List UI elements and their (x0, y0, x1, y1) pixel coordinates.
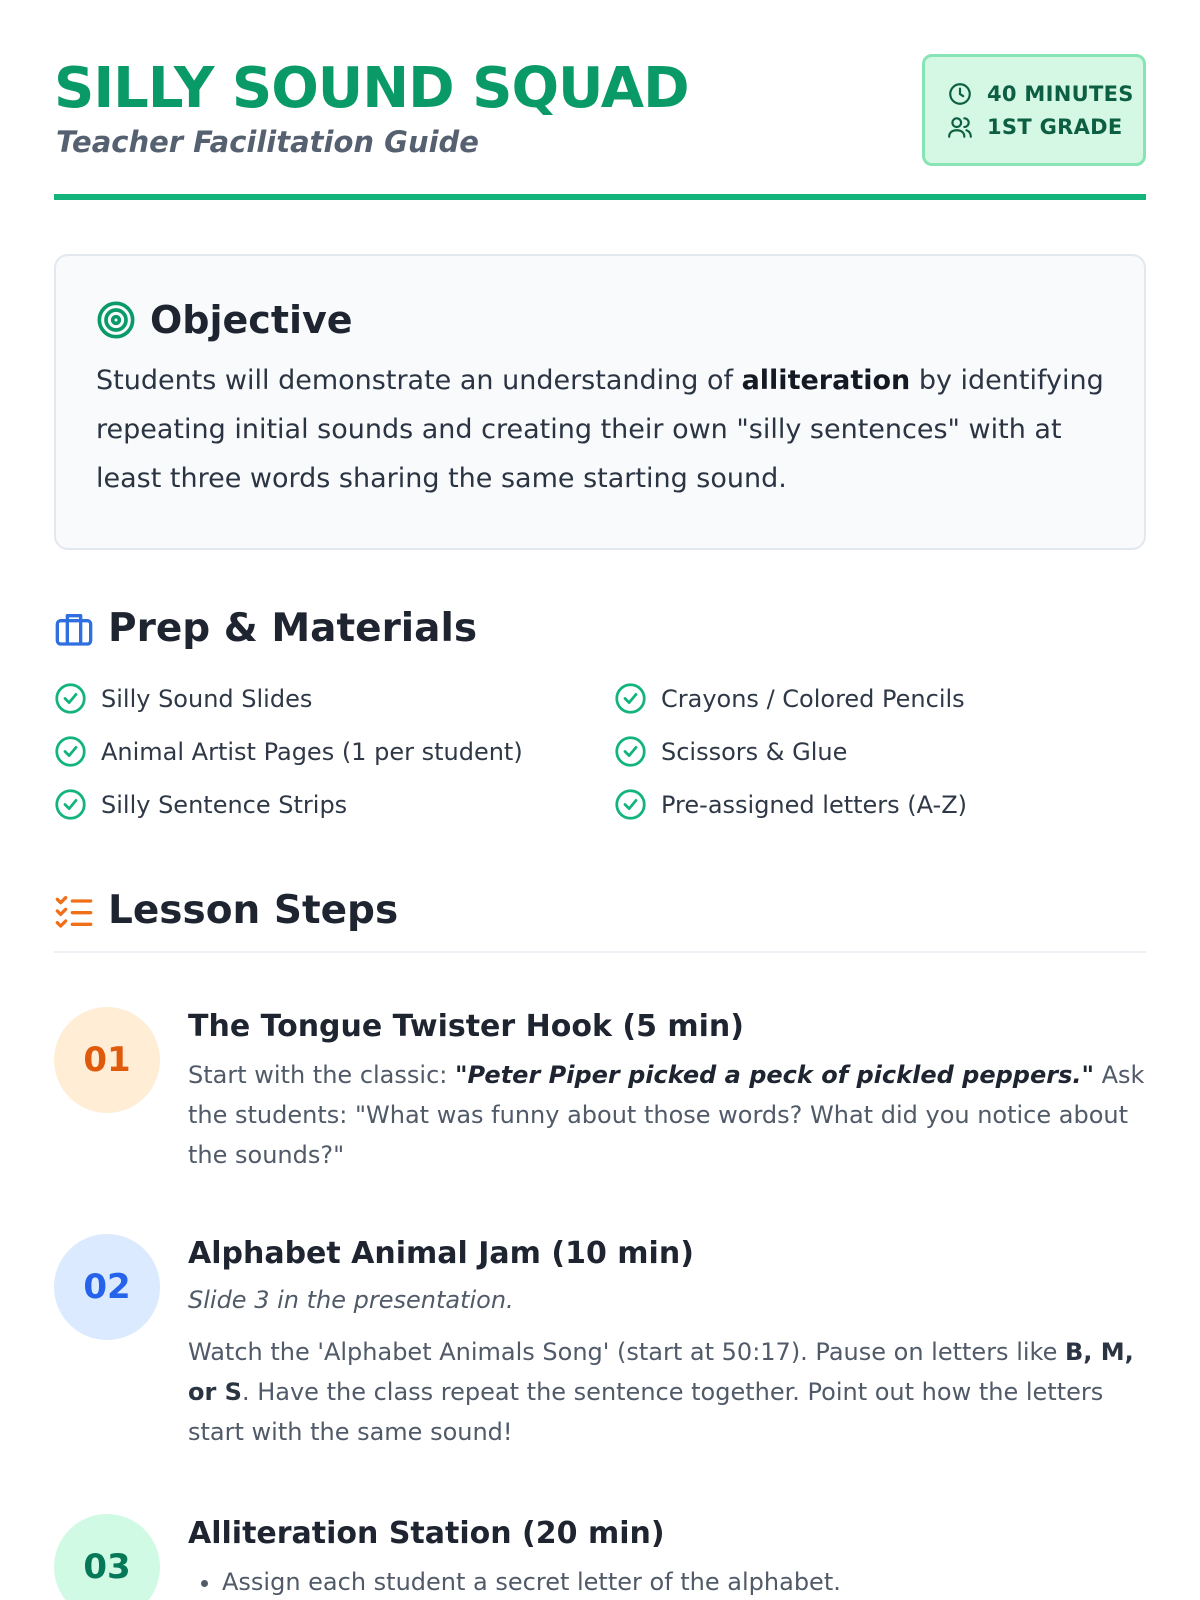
list-item: Pre-assigned letters (A-Z) (614, 788, 1146, 821)
tongue-twister-quote: "Peter Piper picked a peck of pickled peppers." (454, 1061, 1094, 1089)
list-item: Silly Sound Slides (54, 682, 614, 715)
step-title: The Tongue Twister Hook (5 min) (188, 1009, 744, 1044)
page-subtitle: Teacher Facilitation Guide (56, 125, 479, 159)
objective-text: Students will demonstrate an understanding of alliteration by identifying repeating initial sounds and creating their own "silly sentences" with at least three words sharing the same starting sound. (96, 365, 1104, 494)
check-circle-icon (614, 735, 647, 768)
list-item: Silly Sentence Strips (54, 788, 614, 821)
materials-list (54, 682, 1146, 821)
objective-card (54, 254, 1146, 550)
list-item: Crayons / Colored Pencils (614, 682, 1146, 715)
step-body (188, 1234, 1146, 1452)
checklist-icon (54, 891, 94, 931)
header (54, 0, 1146, 200)
materials-title: Prep & Materials (108, 606, 478, 651)
section-divider (54, 951, 1146, 953)
materials-heading (54, 606, 477, 651)
step-text: Watch the 'Alphabet Animals Song' (start at 50:17). Pause on letters like B, M, or S. Have the class repeat the sentence together. Point out how the letters start with the same sound! (188, 1338, 1134, 1446)
check-circle-icon (54, 682, 87, 715)
check-circle-icon (54, 788, 87, 821)
highlighted-letters: B, M, or S (188, 1338, 1134, 1406)
check-circle-icon (614, 788, 647, 821)
users-icon (947, 114, 973, 140)
step-body (188, 1007, 1146, 1175)
header-divider (54, 194, 1146, 200)
list-item: • Assign each student a secret letter of the alphabet. (222, 1562, 1146, 1600)
objective-heading (96, 296, 1104, 344)
check-circle-icon (54, 735, 87, 768)
step-number: 01 (54, 1007, 160, 1113)
step-body (188, 1514, 1146, 1600)
lesson-steps-heading (54, 888, 398, 933)
step-title: Alliteration Station (20 min) (188, 1516, 665, 1551)
step-text: Start with the classic: "Peter Piper picked a peck of pickled peppers." Ask the students: "What was funny about those words? What did you notice about the sounds?" (188, 1061, 1145, 1169)
lesson-plan-page (54, 0, 1146, 1596)
lesson-steps-title: Lesson Steps (108, 888, 399, 933)
list-item: Animal Artist Pages (1 per student) (54, 735, 614, 768)
step-number: 03 (54, 1514, 160, 1600)
step-note: Slide 3 in the presentation. (188, 1286, 514, 1314)
grade-row (947, 110, 1143, 143)
list-item: Scissors & Glue (614, 735, 1146, 768)
objective-keyword: alliteration (741, 365, 911, 396)
step-number: 02 (54, 1234, 160, 1340)
page-title: SILLY SOUND SQUAD (54, 56, 689, 121)
clock-icon (947, 81, 973, 107)
lesson-info-badge (922, 54, 1146, 166)
target-icon (96, 300, 136, 340)
objective-title: Objective (150, 298, 353, 342)
grade-label: 1ST GRADE (987, 114, 1123, 139)
step-bullets (188, 1562, 1146, 1600)
duration-label: 40 MINUTES (987, 81, 1134, 106)
step-title: Alphabet Animal Jam (10 min) (188, 1236, 694, 1271)
check-circle-icon (614, 682, 647, 715)
duration-row (947, 77, 1143, 110)
briefcase-icon (54, 609, 94, 649)
